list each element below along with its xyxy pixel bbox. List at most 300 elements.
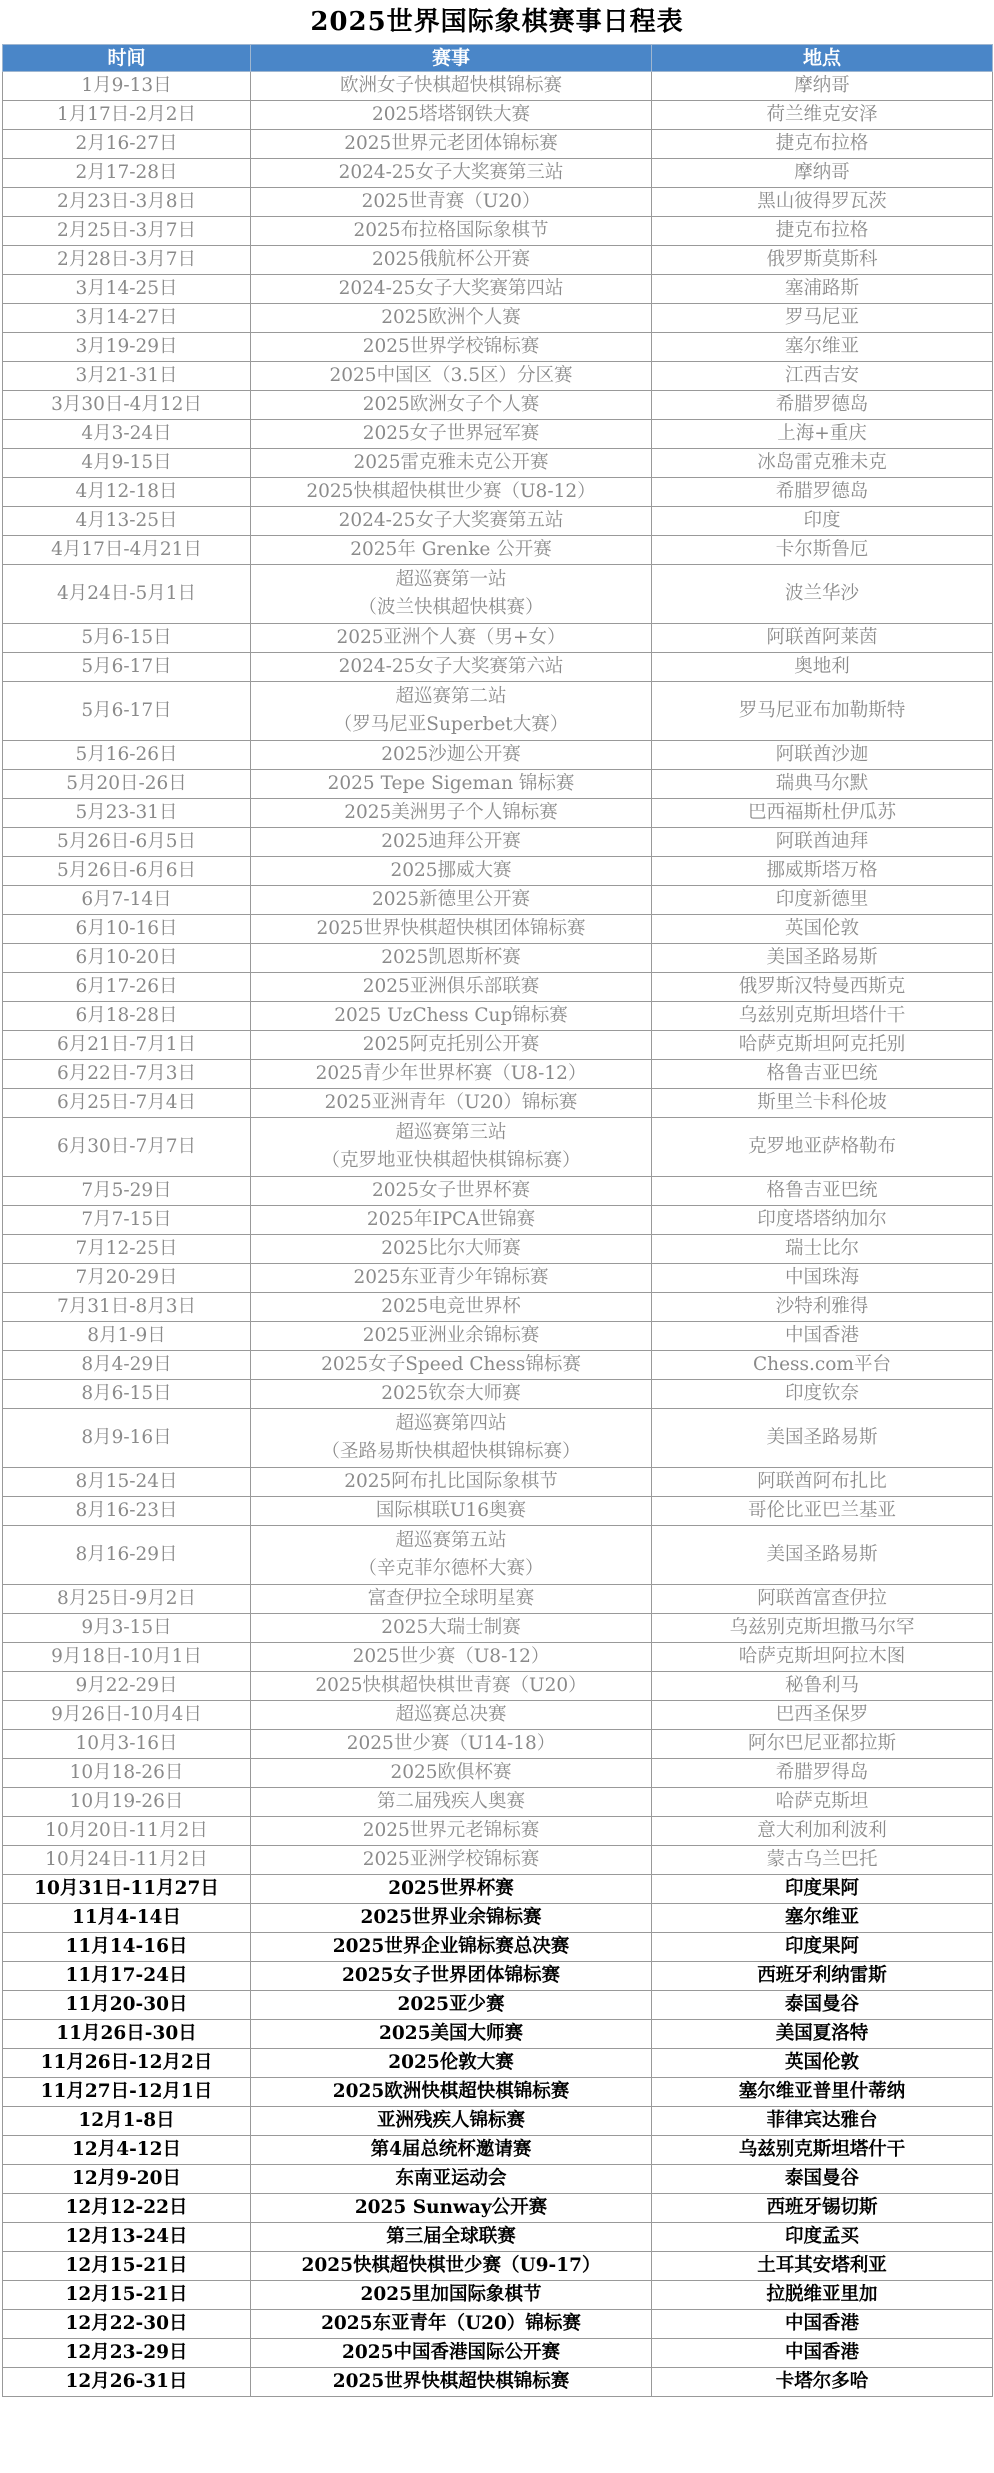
row-date: 9月26日-10月4日 (3, 1701, 251, 1730)
table-row (3, 565, 993, 624)
row-place: 摩纳哥 (652, 159, 993, 188)
row-place: 阿联酋沙迦 (652, 741, 993, 770)
row-date: 11月27日-12月1日 (3, 2078, 251, 2107)
row-date: 4月9-15日 (3, 449, 251, 478)
table-row (3, 159, 993, 188)
row-date: 6月10-20日 (3, 944, 251, 973)
row-event: 2025欧洲个人赛 (251, 304, 652, 333)
table-row (3, 101, 993, 130)
table-row (3, 1991, 993, 2020)
table-row (3, 2020, 993, 2049)
row-date: 11月20-30日 (3, 1991, 251, 2020)
row-date: 6月17-26日 (3, 973, 251, 1002)
row-place: 中国香港 (652, 2310, 993, 2339)
row-event-line2: （波兰快棋超快棋赛） (358, 597, 544, 618)
row-date: 2月28日-3月7日 (3, 246, 251, 275)
table-row (3, 2252, 993, 2281)
row-date: 11月26日-30日 (3, 2020, 251, 2049)
table-row (3, 2368, 993, 2397)
table-row (3, 188, 993, 217)
table-row (3, 1672, 993, 1701)
table-row (3, 1497, 993, 1526)
table-row (3, 1002, 993, 1031)
row-event: 2025快棋超快棋世少赛（U8-12） (251, 478, 652, 507)
row-place: 克罗地亚萨格勒布 (652, 1118, 993, 1177)
table-row (3, 799, 993, 828)
row-event: 2025世界快棋超快棋团体锦标赛 (251, 915, 652, 944)
table-row (3, 1264, 993, 1293)
row-date: 10月18-26日 (3, 1759, 251, 1788)
row-date: 4月3-24日 (3, 420, 251, 449)
row-place: 卡尔斯鲁厄 (652, 536, 993, 565)
table-row (3, 1846, 993, 1875)
table-row (3, 1614, 993, 1643)
row-event: 2025东亚青年（U20）锦标赛 (251, 2310, 652, 2339)
table-row (3, 478, 993, 507)
table-row (3, 2107, 993, 2136)
table-row (3, 2281, 993, 2310)
row-place: 希腊罗得岛 (652, 1759, 993, 1788)
row-event: 2025亚洲俱乐部联赛 (251, 973, 652, 1002)
row-place: 江西吉安 (652, 362, 993, 391)
row-event: 2025世少赛（U8-12） (251, 1643, 652, 1672)
row-event: 2025世界业余锦标赛 (251, 1904, 652, 1933)
row-date: 3月19-29日 (3, 333, 251, 362)
table-row (3, 275, 993, 304)
row-place: 美国圣路易斯 (652, 944, 993, 973)
row-event: 富查伊拉全球明星赛 (251, 1585, 652, 1614)
row-place: 波兰华沙 (652, 565, 993, 624)
row-place: 乌兹别克斯坦撒马尔罕 (652, 1614, 993, 1643)
row-date: 11月17-24日 (3, 1962, 251, 1991)
row-date: 2月25日-3月7日 (3, 217, 251, 246)
row-date: 7月7-15日 (3, 1206, 251, 1235)
row-place: 罗马尼亚布加勒斯特 (652, 682, 993, 741)
row-place: 菲律宾达雅台 (652, 2107, 993, 2136)
row-event-line2: （圣路易斯快棋超快棋锦标赛） (321, 1441, 581, 1462)
row-date: 10月19-26日 (3, 1788, 251, 1817)
row-date: 8月6-15日 (3, 1380, 251, 1409)
row-event: 2025中国香港国际公开赛 (251, 2339, 652, 2368)
row-event: 2025青少年世界杯赛（U8-12） (251, 1060, 652, 1089)
row-place: 印度果阿 (652, 1875, 993, 1904)
row-place: 格鲁吉亚巴统 (652, 1060, 993, 1089)
table-row (3, 2194, 993, 2223)
row-date: 6月10-16日 (3, 915, 251, 944)
row-date: 1月9-13日 (3, 72, 251, 101)
row-event: 2025世界元老团体锦标赛 (251, 130, 652, 159)
row-event: 2025中国区（3.5区）分区赛 (251, 362, 652, 391)
row-place: 阿联酋富查伊拉 (652, 1585, 993, 1614)
table-row (3, 770, 993, 799)
table-row (3, 536, 993, 565)
row-place: 英国伦敦 (652, 2049, 993, 2078)
row-place: 中国珠海 (652, 1264, 993, 1293)
row-event: 2025 UzChess Cup锦标赛 (251, 1002, 652, 1031)
table-row (3, 857, 993, 886)
row-event (251, 565, 652, 624)
row-event: 国际棋联U16奥赛 (251, 1497, 652, 1526)
row-event: 2025欧俱杯赛 (251, 1759, 652, 1788)
table-row (3, 1788, 993, 1817)
table-row (3, 72, 993, 101)
row-date: 7月31日-8月3日 (3, 1293, 251, 1322)
row-event: 第三届全球联赛 (251, 2223, 652, 2252)
row-place: 巴西福斯杜伊瓜苏 (652, 799, 993, 828)
table-row (3, 2339, 993, 2368)
row-event: 2025里加国际象棋节 (251, 2281, 652, 2310)
row-event: 2025 Tepe Sigeman 锦标赛 (251, 770, 652, 799)
row-date: 10月20日-11月2日 (3, 1817, 251, 1846)
row-date: 3月30日-4月12日 (3, 391, 251, 420)
row-place: 中国香港 (652, 2339, 993, 2368)
header-place: 地点 (652, 45, 993, 72)
row-place: 捷克布拉格 (652, 130, 993, 159)
row-date: 12月15-21日 (3, 2252, 251, 2281)
row-date: 5月6-17日 (3, 653, 251, 682)
row-event: 2025世界快棋超快棋锦标赛 (251, 2368, 652, 2397)
row-place: 哈萨克斯坦阿克托别 (652, 1031, 993, 1060)
row-event-line2: （辛克菲尔德杯大赛） (358, 1558, 544, 1579)
row-place: 泰国曼谷 (652, 2165, 993, 2194)
row-event: 2024-25女子大奖赛第四站 (251, 275, 652, 304)
row-place: 美国圣路易斯 (652, 1409, 993, 1468)
row-date: 4月24日-5月1日 (3, 565, 251, 624)
row-place: 沙特利雅得 (652, 1293, 993, 1322)
row-event: 亚洲残疾人锦标赛 (251, 2107, 652, 2136)
row-place: 俄罗斯汉特曼西斯克 (652, 973, 993, 1002)
table-row (3, 1904, 993, 1933)
table-row (3, 1206, 993, 1235)
row-event-line2: （罗马尼亚Superbet大赛） (333, 714, 569, 735)
row-place: 摩纳哥 (652, 72, 993, 101)
row-date: 12月23-29日 (3, 2339, 251, 2368)
row-date: 6月30日-7月7日 (3, 1118, 251, 1177)
row-date: 8月25日-9月2日 (3, 1585, 251, 1614)
row-event: 2025 Sunway公开赛 (251, 2194, 652, 2223)
row-event: 2025世青赛（U20） (251, 188, 652, 217)
row-date: 1月17日-2月2日 (3, 101, 251, 130)
row-place: 挪威斯塔万格 (652, 857, 993, 886)
row-date: 11月26日-12月2日 (3, 2049, 251, 2078)
row-place: 塞浦路斯 (652, 275, 993, 304)
row-date: 12月22-30日 (3, 2310, 251, 2339)
row-place: 美国圣路易斯 (652, 1526, 993, 1585)
row-event: 第二届残疾人奥赛 (251, 1788, 652, 1817)
table-row (3, 304, 993, 333)
row-date: 11月14-16日 (3, 1933, 251, 1962)
header-row (3, 45, 993, 72)
row-event (251, 1409, 652, 1468)
row-event: 2025美洲男子个人锦标赛 (251, 799, 652, 828)
table-row (3, 449, 993, 478)
table-row (3, 1089, 993, 1118)
table-row (3, 2310, 993, 2339)
row-place: 中国香港 (652, 1322, 993, 1351)
table-row (3, 1875, 993, 1904)
table-row (3, 246, 993, 275)
row-event: 2025布拉格国际象棋节 (251, 217, 652, 246)
table-header (3, 45, 993, 72)
row-date: 5月6-15日 (3, 624, 251, 653)
row-event: 2025迪拜公开赛 (251, 828, 652, 857)
row-date: 12月12-22日 (3, 2194, 251, 2223)
row-place: 乌兹别克斯坦塔什干 (652, 1002, 993, 1031)
row-place: 哥伦比亚巴兰基亚 (652, 1497, 993, 1526)
table-row (3, 624, 993, 653)
row-place: 印度新德里 (652, 886, 993, 915)
row-date: 8月16-23日 (3, 1497, 251, 1526)
row-date: 5月23-31日 (3, 799, 251, 828)
row-date: 9月22-29日 (3, 1672, 251, 1701)
row-event-line1: 超巡赛第二站 (395, 686, 507, 707)
table-row (3, 944, 993, 973)
row-event: 超巡赛总决赛 (251, 1701, 652, 1730)
row-event: 2024-25女子大奖赛第五站 (251, 507, 652, 536)
row-date: 4月17日-4月21日 (3, 536, 251, 565)
row-date: 4月13-25日 (3, 507, 251, 536)
table-row (3, 333, 993, 362)
row-place: 瑞士比尔 (652, 1235, 993, 1264)
row-date: 12月1-8日 (3, 2107, 251, 2136)
row-event: 2025世界学校锦标赛 (251, 333, 652, 362)
row-event: 2025女子世界冠军赛 (251, 420, 652, 449)
row-event: 2025俄航杯公开赛 (251, 246, 652, 275)
schedule-table (2, 44, 993, 2397)
table-row (3, 1759, 993, 1788)
row-date: 5月20日-26日 (3, 770, 251, 799)
row-event: 2025世界杯赛 (251, 1875, 652, 1904)
table-row (3, 2165, 993, 2194)
row-date: 8月9-16日 (3, 1409, 251, 1468)
row-event-line1: 超巡赛第五站 (395, 1530, 507, 1551)
row-event-line1: 超巡赛第四站 (395, 1413, 507, 1434)
table-row (3, 391, 993, 420)
table-row (3, 915, 993, 944)
table-row (3, 886, 993, 915)
row-date: 12月13-24日 (3, 2223, 251, 2252)
row-event: 2025电竞世界杯 (251, 1293, 652, 1322)
row-date: 8月15-24日 (3, 1468, 251, 1497)
row-place: 印度孟买 (652, 2223, 993, 2252)
table-row (3, 1380, 993, 1409)
table-row (3, 1730, 993, 1759)
row-event: 2024-25女子大奖赛第六站 (251, 653, 652, 682)
row-place: 印度 (652, 507, 993, 536)
row-event: 2025沙迦公开赛 (251, 741, 652, 770)
row-place: 冰岛雷克雅未克 (652, 449, 993, 478)
table-row (3, 1643, 993, 1672)
row-event: 东南亚运动会 (251, 2165, 652, 2194)
row-event: 2025亚洲学校锦标赛 (251, 1846, 652, 1875)
row-event: 2025大瑞士制赛 (251, 1614, 652, 1643)
row-event: 欧洲女子快棋超快棋锦标赛 (251, 72, 652, 101)
row-event: 2025快棋超快棋世少赛（U9-17） (251, 2252, 652, 2281)
row-date: 9月3-15日 (3, 1614, 251, 1643)
row-event: 2025雷克雅未克公开赛 (251, 449, 652, 478)
table-row (3, 1031, 993, 1060)
table-row (3, 1962, 993, 1991)
row-event: 2025世界元老锦标赛 (251, 1817, 652, 1846)
row-place: 西班牙锡切斯 (652, 2194, 993, 2223)
header-event: 赛事 (251, 45, 652, 72)
row-date: 12月15-21日 (3, 2281, 251, 2310)
table-row (3, 1933, 993, 1962)
row-event: 2025亚洲业余锦标赛 (251, 1322, 652, 1351)
table-row (3, 1468, 993, 1497)
row-date: 12月4-12日 (3, 2136, 251, 2165)
row-date: 8月16-29日 (3, 1526, 251, 1585)
table-row (3, 1817, 993, 1846)
row-place: 黑山彼得罗瓦茨 (652, 188, 993, 217)
row-event: 第4届总统杯邀请赛 (251, 2136, 652, 2165)
row-date: 9月18日-10月1日 (3, 1643, 251, 1672)
row-event: 2025新德里公开赛 (251, 886, 652, 915)
row-event: 2025东亚青少年锦标赛 (251, 1264, 652, 1293)
row-place: 卡塔尔多哈 (652, 2368, 993, 2397)
table-row (3, 130, 993, 159)
row-place: 希腊罗德岛 (652, 391, 993, 420)
row-place: 希腊罗德岛 (652, 478, 993, 507)
row-date: 7月20-29日 (3, 1264, 251, 1293)
row-event: 2025世界企业锦标赛总决赛 (251, 1933, 652, 1962)
row-place: 格鲁吉亚巴统 (652, 1177, 993, 1206)
table-row (3, 973, 993, 1002)
row-place: 乌兹别克斯坦塔什干 (652, 2136, 993, 2165)
table-row (3, 1526, 993, 1585)
table-row (3, 217, 993, 246)
table-row (3, 1409, 993, 1468)
table-row (3, 507, 993, 536)
row-place: 阿尔巴尼亚都拉斯 (652, 1730, 993, 1759)
row-event: 2025年 Grenke 公开赛 (251, 536, 652, 565)
row-place: 意大利加利波利 (652, 1817, 993, 1846)
table-row (3, 682, 993, 741)
row-event-line1: 超巡赛第一站 (395, 569, 507, 590)
row-date: 3月21-31日 (3, 362, 251, 391)
row-place: 秘鲁利马 (652, 1672, 993, 1701)
row-place: 印度钦奈 (652, 1380, 993, 1409)
row-event (251, 682, 652, 741)
row-event: 2025亚洲青年（U20）锦标赛 (251, 1089, 652, 1118)
table-row (3, 1118, 993, 1177)
row-place: 美国夏洛特 (652, 2020, 993, 2049)
row-place: 土耳其安塔利亚 (652, 2252, 993, 2281)
table-row (3, 1322, 993, 1351)
table-row (3, 1293, 993, 1322)
row-place: 罗马尼亚 (652, 304, 993, 333)
row-date: 6月25日-7月4日 (3, 1089, 251, 1118)
row-place: 斯里兰卡科伦坡 (652, 1089, 993, 1118)
row-event (251, 1526, 652, 1585)
row-event: 2025欧洲女子个人赛 (251, 391, 652, 420)
row-date: 3月14-25日 (3, 275, 251, 304)
table-body (3, 72, 993, 2397)
row-date: 8月4-29日 (3, 1351, 251, 1380)
row-event: 2025女子世界杯赛 (251, 1177, 652, 1206)
row-place: 巴西圣保罗 (652, 1701, 993, 1730)
row-date: 6月21日-7月1日 (3, 1031, 251, 1060)
row-event: 2025世少赛（U14-18） (251, 1730, 652, 1759)
table-row (3, 741, 993, 770)
table-row (3, 362, 993, 391)
row-date: 5月26日-6月6日 (3, 857, 251, 886)
row-place: 西班牙利纳雷斯 (652, 1962, 993, 1991)
row-date: 10月31日-11月27日 (3, 1875, 251, 1904)
table-row (3, 1235, 993, 1264)
table-row (3, 1351, 993, 1380)
row-place: 蒙古乌兰巴托 (652, 1846, 993, 1875)
row-event-line2: （克罗地亚快棋超快棋锦标赛） (321, 1150, 581, 1171)
row-date: 6月22日-7月3日 (3, 1060, 251, 1089)
row-date: 4月12-18日 (3, 478, 251, 507)
row-date: 5月26日-6月5日 (3, 828, 251, 857)
row-date: 5月16-26日 (3, 741, 251, 770)
row-place: 上海+重庆 (652, 420, 993, 449)
row-event: 2025凯恩斯杯赛 (251, 944, 652, 973)
row-place: 英国伦敦 (652, 915, 993, 944)
row-place: 塞尔维亚 (652, 333, 993, 362)
row-place: 印度塔塔纳加尔 (652, 1206, 993, 1235)
row-date: 11月4-14日 (3, 1904, 251, 1933)
row-place: 捷克布拉格 (652, 217, 993, 246)
row-date: 12月9-20日 (3, 2165, 251, 2194)
row-event: 2025阿布扎比国际象棋节 (251, 1468, 652, 1497)
row-place: 塞尔维亚 (652, 1904, 993, 1933)
row-date: 2月23日-3月8日 (3, 188, 251, 217)
table-row (3, 2049, 993, 2078)
row-place: 阿联酋阿莱茵 (652, 624, 993, 653)
row-date: 12月26-31日 (3, 2368, 251, 2397)
table-row (3, 2136, 993, 2165)
row-event (251, 1118, 652, 1177)
row-date: 3月14-27日 (3, 304, 251, 333)
row-event-line1: 超巡赛第三站 (395, 1122, 507, 1143)
row-event: 2025比尔大师赛 (251, 1235, 652, 1264)
row-place: 泰国曼谷 (652, 1991, 993, 2020)
table-row (3, 1060, 993, 1089)
row-event: 2025年IPCA世锦赛 (251, 1206, 652, 1235)
row-place: 印度果阿 (652, 1933, 993, 1962)
table-row (3, 653, 993, 682)
row-place: 阿联酋迪拜 (652, 828, 993, 857)
table-row (3, 1177, 993, 1206)
row-event: 2024-25女子大奖赛第三站 (251, 159, 652, 188)
row-place: 荷兰维克安泽 (652, 101, 993, 130)
row-event: 2025亚洲个人赛（男+女） (251, 624, 652, 653)
row-place: Chess.com平台 (652, 1351, 993, 1380)
row-date: 7月12-25日 (3, 1235, 251, 1264)
row-place: 阿联酋阿布扎比 (652, 1468, 993, 1497)
row-event: 2025伦敦大赛 (251, 2049, 652, 2078)
table-row (3, 828, 993, 857)
row-event: 2025塔塔钢铁大赛 (251, 101, 652, 130)
row-place: 塞尔维亚普里什蒂纳 (652, 2078, 993, 2107)
row-place: 拉脱维亚里加 (652, 2281, 993, 2310)
row-date: 2月16-27日 (3, 130, 251, 159)
table-row (3, 2223, 993, 2252)
row-date: 5月6-17日 (3, 682, 251, 741)
row-event: 2025阿克托别公开赛 (251, 1031, 652, 1060)
page-title: 2025世界国际象棋赛事日程表 (310, 7, 684, 37)
table-row (3, 2078, 993, 2107)
row-place: 哈萨克斯坦 (652, 1788, 993, 1817)
row-date: 10月3-16日 (3, 1730, 251, 1759)
row-date: 6月18-28日 (3, 1002, 251, 1031)
row-date: 8月1-9日 (3, 1322, 251, 1351)
table-row (3, 1585, 993, 1614)
row-place: 瑞典马尔默 (652, 770, 993, 799)
